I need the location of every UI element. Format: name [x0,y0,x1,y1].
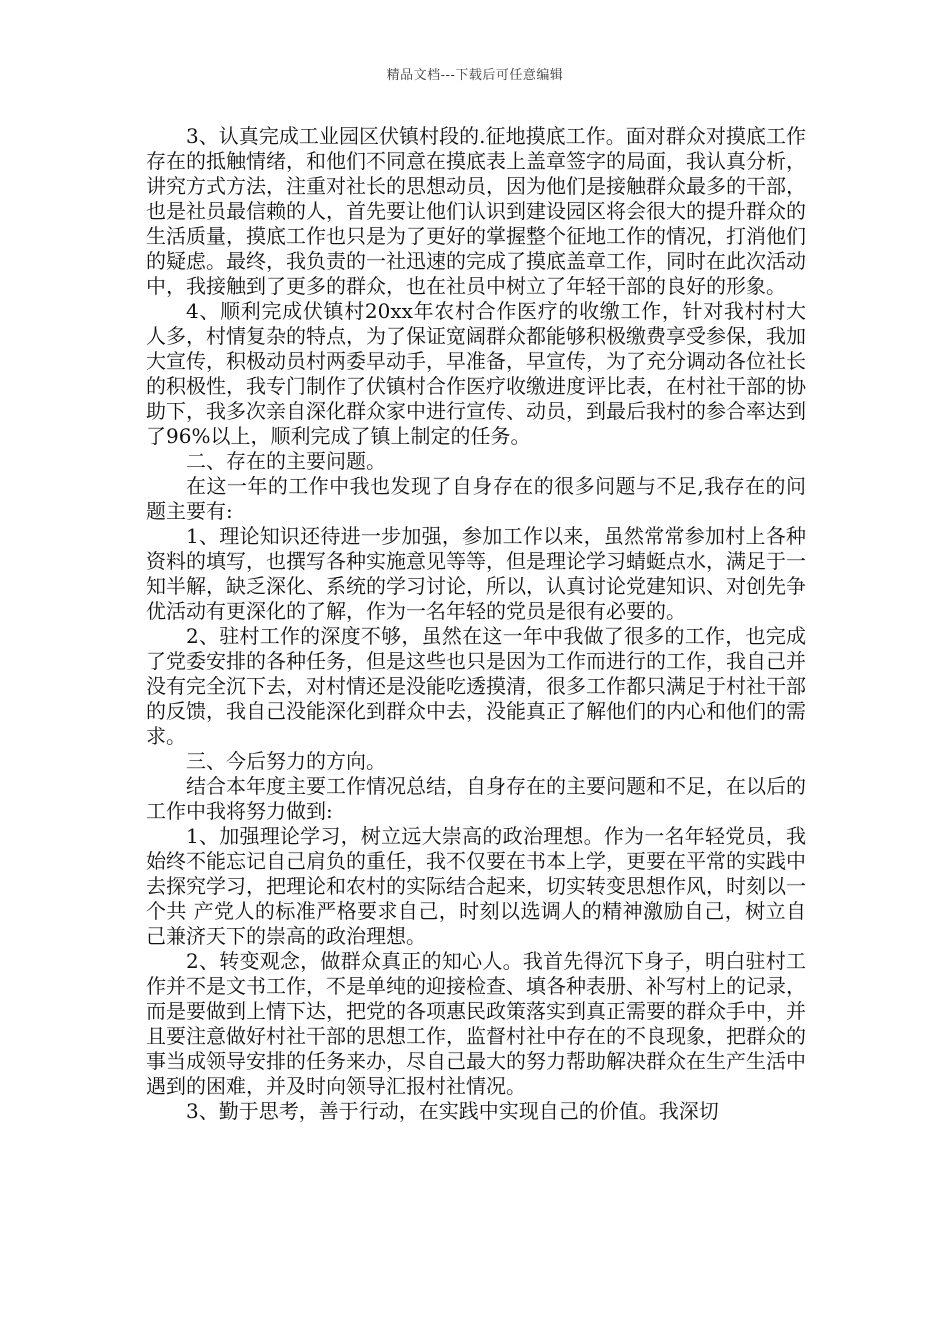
paragraph-item-3-land-survey: 3、认真完成工业园区伏镇村段的.征地摸底工作。面对群众对摸底工作存在的抵触情绪，和他们不同意在摸底表上盖章签字的局面，我认真分析，讲究方式方法，注重对社长的思想动员，因为他们是接触群众最多的干部，也是社员最信赖的人，首先要让他们认识到建设园区将会很大的提升群众的生活质量，摸底工作也只是为了更好的掌握整个征地工作的情况，打消他们的疑虑。最终，我负责的一社迅速的完成了摸底盖章工作，同时在此次活动中，我接触到了更多的群众，也在社员中树立了年轻干部的良好的形象。 [146,124,806,298]
paragraph-problem-1-theory: 1、理论知识还待进一步加强，参加工作以来，虽然常常参加村上各种资料的填写，也撰写各种实施意见等等，但是理论学习蜻蜓点水，满足于一知半解，缺乏深化、系统的学习讨论，所以，认真讨论党建知识、对创先争优活动有更深化的了解，作为一名年轻的党员是很有必要的。 [146,524,806,623]
paragraph-problem-2-depth: 2、驻村工作的深度不够，虽然在这一年中我做了很多的工作，也完成了党委安排的各种任务，但是这些也只是因为工作而进行的工作，我自己并没有完全沉下去，对村情还是没能吃透摸清，很多工作都只满足于村社干部的反馈，我自己没能深化到群众中去，没能真正了解他们的内心和他们的需求。 [146,624,806,748]
document-body [146,124,806,1124]
paragraph-item-4-medical-insurance: 4、顺利完成伏镇村20xx年农村合作医疗的收缴工作，针对我村村大人多，村情复杂的特点，为了保证宽阔群众都能够积极缴费享受参保，我加大宣传，积极动员村两委早动手，早准备，早宣传，为了充分调动各位社长的积极性，我专门制作了伏镇村合作医疗收缴进度评比表，在村社干部的协助下，我多次亲自深化群众家中进行宣传、动员，到最后我村的参合率达到了96%以上，顺利完成了镇上制定的任务。 [146,299,806,448]
page-header: 精品文档---下载后可任意编辑 [386,68,564,83]
paragraph-future-intro: 结合本年度主要工作情况总结，自身存在的主要问题和不足，在以后的工作中我将努力做到: [146,774,806,823]
section-heading-future-direction: 三、今后努力的方向。 [186,749,386,773]
paragraph-problems-intro: 在这一年的工作中我也发现了自身存在的很多问题与不足,我存在的问题主要有: [146,474,806,523]
paragraph-future-3-practice: 3、勤于思考，善于行动，在实践中实现自己的价值。我深切 [186,1099,719,1123]
section-heading-problems: 二、存在的主要问题。 [186,449,386,473]
paragraph-future-1-study: 1、加强理论学习，树立远大崇高的政治理想。作为一名年轻党员，我始终不能忘记自己肩负的重任，我不仅要在书本上学，更要在平常的实践中去探究学习，把理论和农村的实际结合起来，切实转变思想作风，时刻以一个共 产党人的标准严格要求自己，时刻以选调人的精神激励自己，树立自己兼济天下的崇高的政治理想。 [146,824,806,948]
paragraph-future-2-mindset: 2、转变观念，做群众真正的知心人。我首先得沉下身子，明白驻村工作并不是文书工作，不是单纯的迎接检查、填各种表册、补写村上的记录，而是要做到上情下达，把党的各项惠民政策落实到真正需要的群众手中，并且要注意做好村社干部的思想工作，监督村社中存在的不良现象，把群众的事当成领导安排的任务来办，尽自己最大的努力帮助解决群众在生产生活中遇到的困难，并及时向领导汇报村社情况。 [146,949,806,1098]
